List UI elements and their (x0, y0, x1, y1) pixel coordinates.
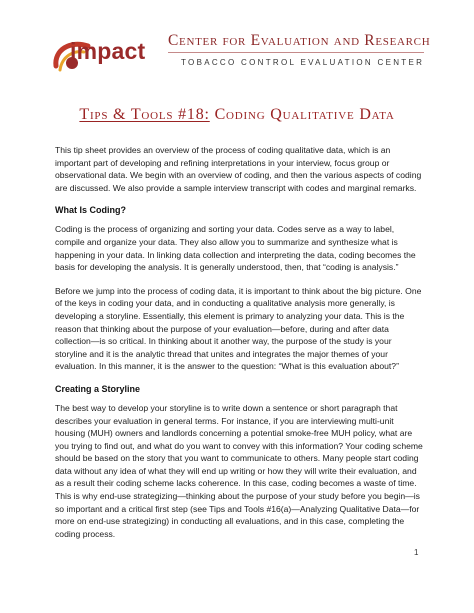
organization-subtitle: TOBACCO CONTROL EVALUATION CENTER (181, 58, 425, 67)
page-header (0, 0, 474, 80)
what-is-coding-paragraph-1: Coding is the process of organizing and sorting your data. Codes serve as a way to label, compile and organize your data. They also allow you to summarize and synthesize what is happening in your data. In linking data collection and interpreting the data, coding becomes the basis for developing the analysis. It is generally understood, then, that “coding is analysis.” (55, 224, 416, 273)
section-heading-creating-storyline: Creating a Storyline (55, 383, 141, 394)
document-title (0, 106, 474, 124)
section-heading-what-is-coding: What Is Coding? (55, 205, 126, 216)
creating-storyline-paragraph: The best way to develop your storyline is to write down a sentence or short paragraph that describes your evaluation in general terms. For instance, if you are interviewing multi-unit housing (MUH) owners and landlords concerning a potential smoke-free MUH policy, what are you trying to find out, and what do you want to convey with this information? Your coding scheme should be based on the story that you want to communicate to others. Many people start coding data without any idea of what they will end up writing or how they will write their evaluation, and as a result their coding scheme lacks coherence. In this case, coding becomes a waste of time. This is why end-use strategizing—thinking about the purpose of your study before you begin—is so important and a critical first step (see Tips and Tools #16(a)—Analyzing Qualitative Data—for more on end-use strategizing) in conducting all evaluations, and in this case, completing the coding process. (55, 402, 423, 539)
title-topic: Coding Qualitative Data (214, 106, 395, 123)
title-series: Tips & Tools #18: (79, 106, 210, 123)
organization-name: Center for Evaluation and Research (168, 32, 431, 49)
document-body (55, 144, 425, 551)
page-number: 1 (414, 548, 419, 557)
what-is-coding-paragraph-2: Before we jump into the process of coding data, it is important to think about the big picture. One of the keys in coding your data, and in conducting a qualitative analysis more generally, is developing a storyline. Essentially, this element is primary to analyzing your data. This is the reason that thinking about the purpose of your evaluation—before, during and after data collection—is so critical. In thinking about it another way, the purpose of the study is your storyline and it is the analytic thread that unites and integrates the major themes of your evaluation. In this manner, it is the answer to the question: “What is this evaluation about?” (55, 285, 422, 372)
header-divider (168, 52, 424, 53)
logo-wordmark: impact (70, 38, 146, 64)
intro-paragraph: This tip sheet provides an overview of the process of coding qualitative data, which is an important part of developing and refining interpretations in your interview, focus group or observational data. We begin with an overview of coding, and then the various aspects of coding are discussed. We also provide a sample interview transcript with codes and marginal remarks. (55, 145, 422, 193)
